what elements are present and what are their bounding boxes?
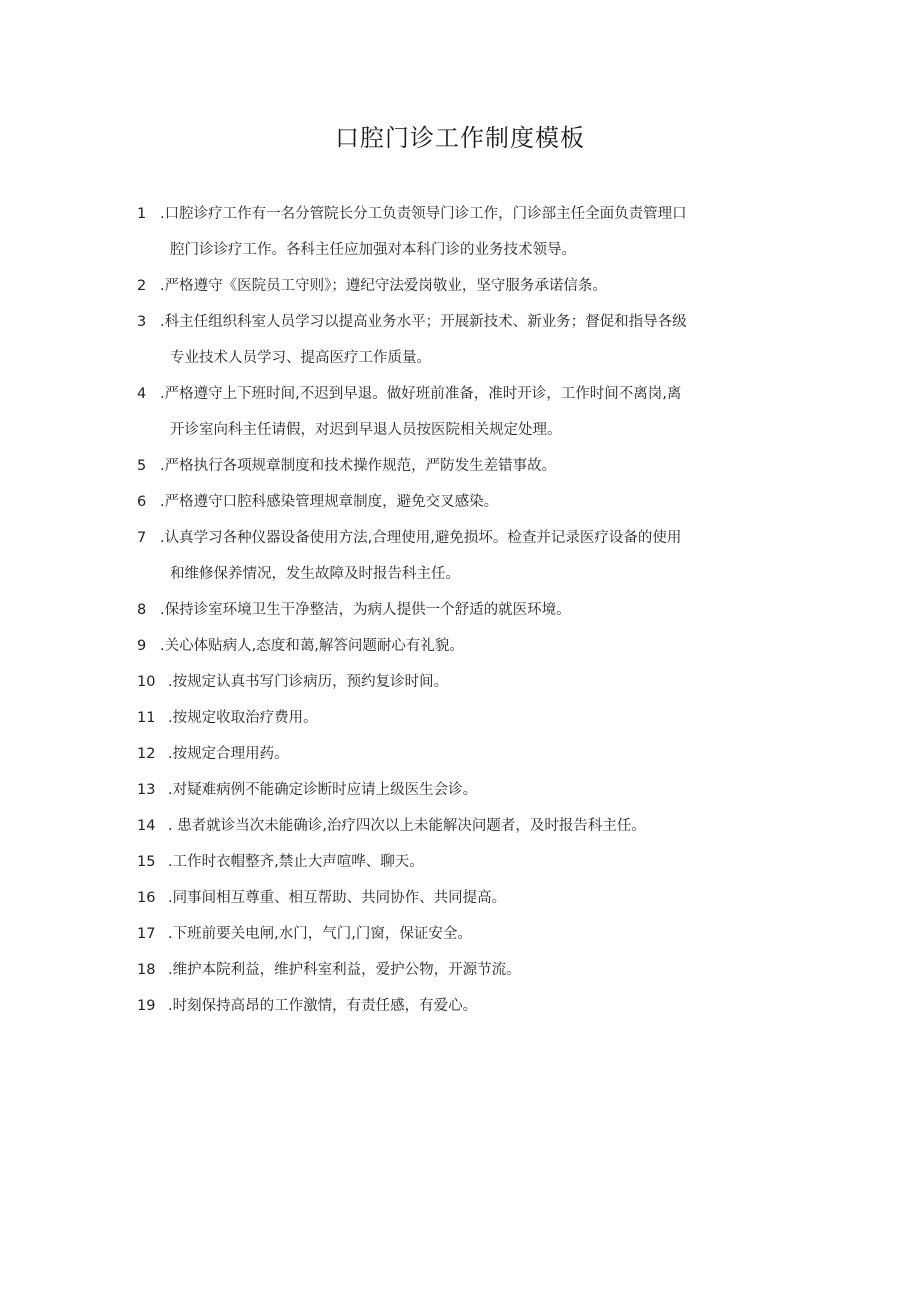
rule-text-line: .维护本院利益，维护科室利益，爱护公物，开源节流。 xyxy=(168,962,521,978)
rule-text-line: .对疑难病例不能确定诊断时应请上级医生会诊。 xyxy=(168,782,478,798)
document-title: 口腔门诊工作制度模板 xyxy=(335,124,585,152)
rule-number: 19 xyxy=(137,998,156,1014)
rule-text-line: .按规定收取治疗费用。 xyxy=(168,710,318,726)
rule-text-line: .关心体贴病人,态度和蔼,解答问题耐心有礼貌。 xyxy=(160,638,464,654)
rule-text xyxy=(168,736,782,772)
rule-number: 2 xyxy=(137,278,147,294)
rule-text-line: .下班前要关电闸,水门，气门,门窗，保证安全。 xyxy=(168,926,472,942)
rule-text-line: .严格遵守口腔科感染管理规章制度，避免交叉感染。 xyxy=(160,494,499,510)
rule-number: 9 xyxy=(137,638,147,654)
rule-text-line: .按规定认真书写门诊病历，预约复诊时间。 xyxy=(168,674,449,690)
rule-number: 4 xyxy=(137,386,147,402)
rule-number: 18 xyxy=(137,962,156,978)
rule-number: 1 xyxy=(137,206,147,222)
rule-number: 5 xyxy=(137,458,147,474)
rule-text xyxy=(160,520,782,592)
rule-number: 7 xyxy=(137,530,147,546)
rule-text xyxy=(168,772,782,808)
rule-text xyxy=(160,268,782,304)
rule-text-line: .口腔诊疗工作有一名分管院长分工负责领导门诊工作，门诊部主任全面负责管理口 xyxy=(160,206,687,222)
rule-text-continuation: 和维修保养情况，发生故障及时报告科主任。 xyxy=(170,566,460,582)
rule-text xyxy=(168,700,782,736)
rule-text-line: .科主任组织科室人员学习以提高业务水平；开展新技术、新业务；督促和指导各级 xyxy=(160,314,687,330)
rule-text-line: .认真学习各种仪器设备使用方法,合理使用,避免损坏。检查并记录医疗设备的使用 xyxy=(160,530,682,546)
rule-text xyxy=(160,628,782,664)
rule-text xyxy=(168,664,782,700)
rule-text-line: .保持诊室环境卫生干净整洁，为病人提供一个舒适的就医环境。 xyxy=(160,602,571,618)
rule-text-line: .严格执行各项规章制度和技术操作规范，严防发生差错事故。 xyxy=(160,458,557,474)
rule-number: 14 xyxy=(137,818,156,834)
rule-text xyxy=(168,808,782,844)
rule-number: 6 xyxy=(137,494,147,510)
rule-text-continuation: 专业技术人员学习、提高医疗工作质量。 xyxy=(170,350,431,366)
rule-text xyxy=(168,952,782,988)
rule-text xyxy=(160,304,782,376)
rule-text-continuation: 开诊室向科主任请假，对迟到早退人员按医院相关规定处理。 xyxy=(170,422,562,438)
rule-number: 16 xyxy=(137,890,156,906)
rule-number: 10 xyxy=(137,674,156,690)
rule-text xyxy=(160,196,782,268)
rule-text-line: .工作时衣帽整齐,禁止大声喧哗、聊天。 xyxy=(168,854,424,870)
rule-text-line: .严格遵守上下班时间,不迟到早退。做好班前准备，准时开诊，工作时间不离岗,离 xyxy=(160,386,682,402)
rule-number: 3 xyxy=(137,314,147,330)
rule-text xyxy=(168,880,782,916)
rule-number: 8 xyxy=(137,602,147,618)
rule-text-line: .严格遵守《医院员工守则》；遵纪守法爱岗敬业，坚守服务承诺信条。 xyxy=(160,278,607,294)
rule-text xyxy=(168,916,782,952)
rule-number: 12 xyxy=(137,746,156,762)
rule-number: 15 xyxy=(137,854,156,870)
rule-text-line: .按规定合理用药。 xyxy=(168,746,289,762)
rule-text xyxy=(168,988,782,1024)
rule-text-line: .时刻保持高昂的工作激情，有责任感，有爱心。 xyxy=(168,998,478,1014)
rule-number: 11 xyxy=(137,710,156,726)
rule-text-continuation: 腔门诊诊疗工作。各科主任应加强对本科门诊的业务技术领导。 xyxy=(170,242,576,258)
rule-text xyxy=(160,592,782,628)
rule-text xyxy=(160,448,782,484)
rule-number: 17 xyxy=(137,926,156,942)
rule-text-line: . 患者就诊当次未能确诊,治疗四次以上未能解决问题者，及时报告科主任。 xyxy=(168,818,646,834)
rule-text xyxy=(168,844,782,880)
rule-text xyxy=(160,484,782,520)
rule-text-line: .同事间相互尊重、相互帮助、共同协作、共同提高。 xyxy=(168,890,507,906)
rule-text xyxy=(160,376,782,448)
rule-number: 13 xyxy=(137,782,156,798)
